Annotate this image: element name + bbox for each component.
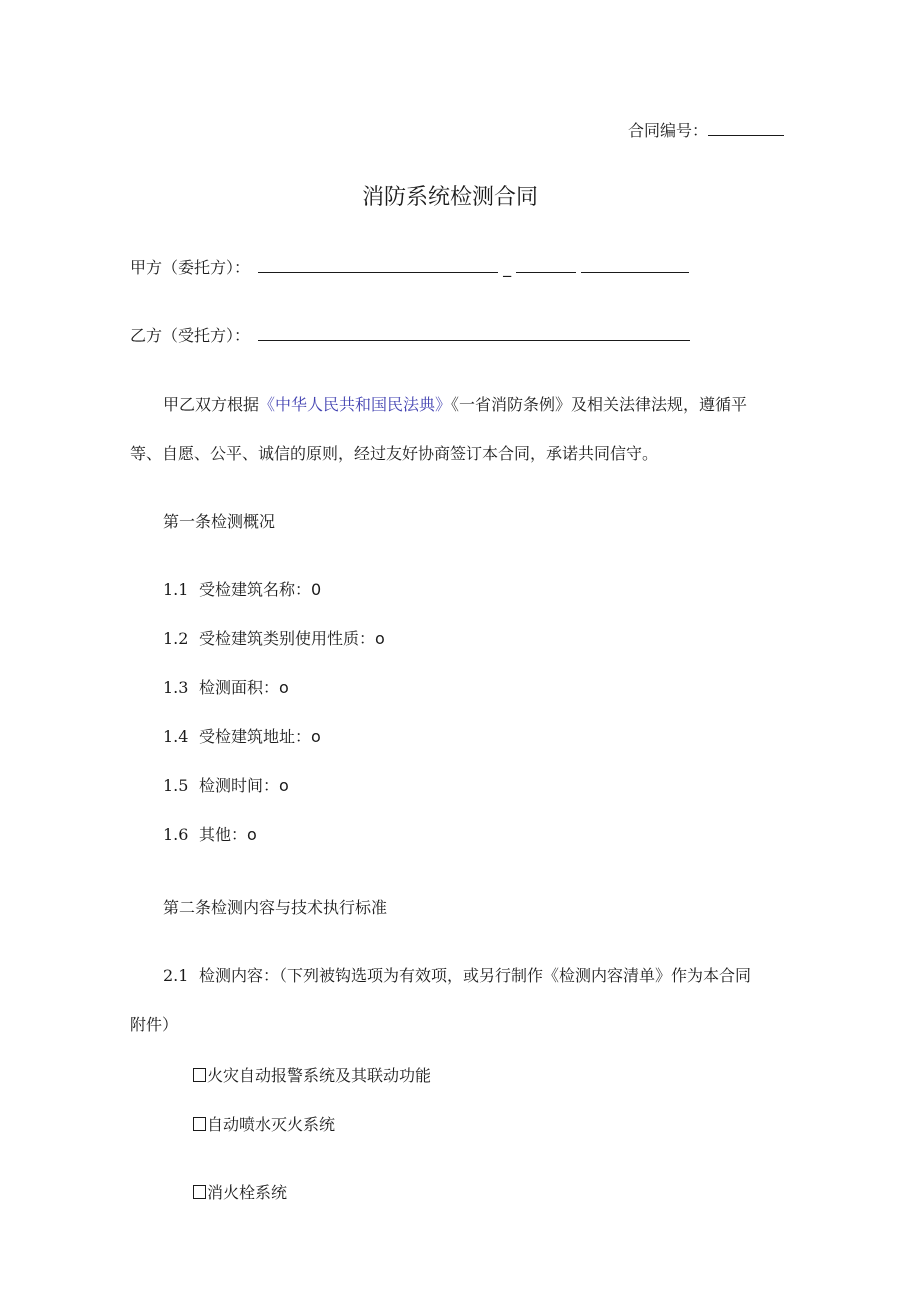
item-text: 受检建筑名称：0 [199,580,322,599]
article-1-item [163,580,321,600]
article-1-item [163,678,289,698]
party-b-line [130,326,690,346]
checkbox-label: 火灾自动报警系统及其联动功能 [207,1066,432,1085]
party-a-blank[interactable] [258,258,498,273]
item-number: 1.3 [163,678,189,697]
intro-prefix: 甲乙双方根据 [163,395,260,414]
party-b-blank[interactable] [258,326,690,341]
checkbox-icon[interactable] [193,1068,206,1082]
item-number: 2.1 [163,966,189,985]
intro-line-1 [163,395,747,415]
item-text: 其他：o [199,825,257,844]
item-text: 受检建筑地址：o [199,727,321,746]
item-text: 检测内容：（下列被钩选项为有效项，或另行制作《检测内容清单》作为本合同 [199,966,752,985]
article-1-item [163,727,321,747]
article-1-item [163,629,385,649]
intro-line-2: 等、自愿、公平、诚信的原则，经过友好协商签订本合同，承诺共同信守。 [130,444,659,463]
checkbox-icon[interactable] [193,1185,206,1199]
party-a-label: 甲方（委托方）： [130,258,251,277]
civil-code-link[interactable]: 《中华人民共和国民法典》 [259,395,452,414]
party-a-dash: _ [503,258,512,277]
item-2-1-line-2: 附件） [130,1015,179,1034]
item-number: 1.6 [163,825,189,844]
checkbox-label: 自动喷水灭火系统 [207,1115,336,1134]
article-1-heading: 第一条检测概况 [163,512,276,531]
article-1-item [163,776,289,796]
party-a-blank-2[interactable] [516,258,576,273]
intro-suffix: 《一省消防条例》及相关法律法规，遵循平 [451,395,748,414]
item-text: 受检建筑类别使用性质：o [199,629,385,648]
contract-number-line [628,121,784,141]
checkbox-item[interactable] [193,1066,431,1086]
article-2-heading: 第二条检测内容与技术执行标准 [163,898,388,917]
item-number: 1.2 [163,629,189,648]
item-2-1-line-1 [163,966,751,986]
document-title: 消防系统检测合同 [362,185,539,210]
item-number: 1.5 [163,776,189,795]
party-a-line [130,258,689,278]
item-number: 1.1 [163,580,189,599]
checkbox-label: 消火栓系统 [207,1183,288,1202]
contract-number-blank[interactable] [708,121,784,136]
contract-number-label: 合同编号： [628,121,709,140]
item-text: 检测时间：o [199,776,289,795]
item-text: 检测面积：o [199,678,289,697]
checkbox-item[interactable] [193,1183,287,1203]
party-a-blank-3[interactable] [581,258,689,273]
checkbox-icon[interactable] [193,1117,206,1131]
party-b-label: 乙方（受托方）： [130,326,251,345]
checkbox-item[interactable] [193,1115,335,1135]
article-1-item [163,825,257,845]
item-number: 1.4 [163,727,189,746]
